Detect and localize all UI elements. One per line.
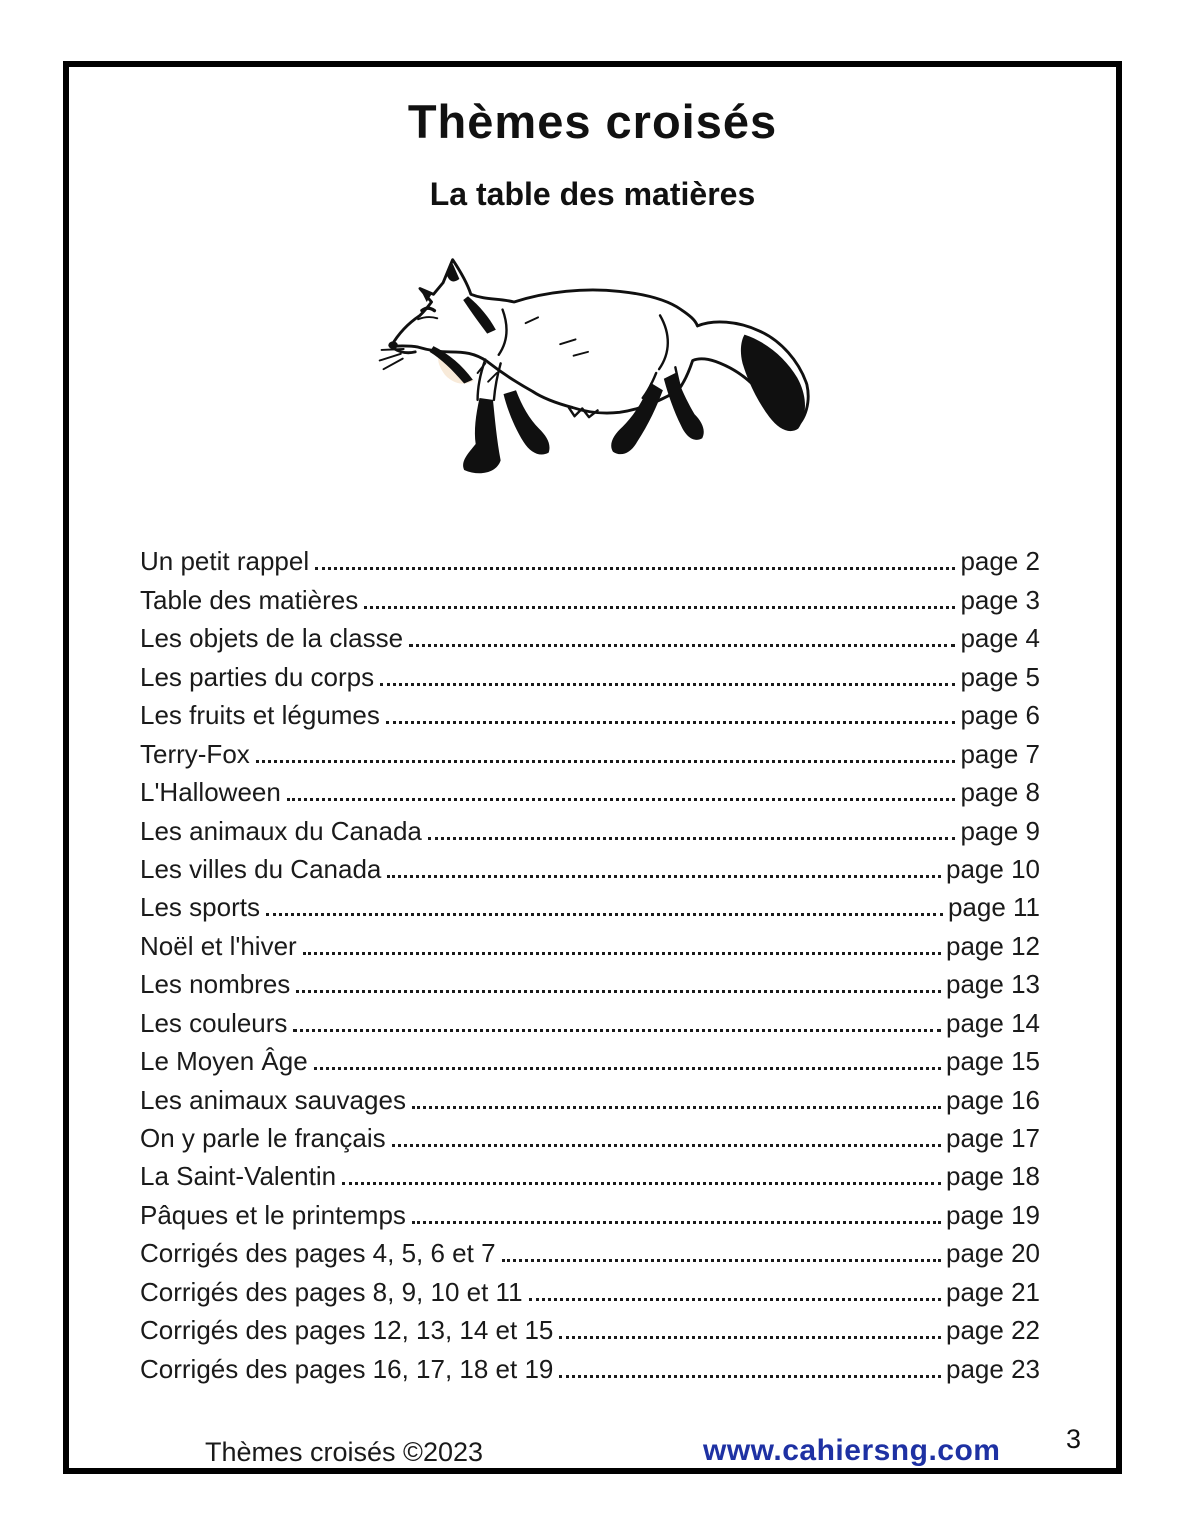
toc-row xyxy=(140,733,1040,771)
toc-row xyxy=(140,925,1040,963)
dotted-leader xyxy=(409,644,955,647)
fox-line-art-svg xyxy=(372,238,852,508)
toc-entry-label: Table des matières xyxy=(140,584,359,615)
toc-entry-page: page 19 xyxy=(946,1199,1040,1230)
dotted-leader xyxy=(559,1375,941,1378)
toc-entry-label: Un petit rappel xyxy=(140,546,310,577)
toc-entry-page: page 16 xyxy=(946,1084,1040,1115)
toc-row xyxy=(140,656,1040,694)
toc-row xyxy=(140,1156,1040,1194)
toc-entry-label: Les objets de la classe xyxy=(140,623,404,654)
dotted-leader xyxy=(412,1106,941,1109)
footer-website-link[interactable]: www.cahiersng.com xyxy=(703,1434,1001,1467)
dotted-leader xyxy=(502,1259,941,1262)
toc-row xyxy=(140,849,1040,887)
toc-entry-page: page 13 xyxy=(946,969,1040,1000)
toc-entry-page: page 12 xyxy=(946,930,1040,961)
toc-row xyxy=(140,618,1040,656)
dotted-leader xyxy=(342,1182,941,1185)
toc-entry-page: page 6 xyxy=(960,700,1040,731)
fox-illustration xyxy=(372,238,852,508)
toc-entry-page: page 18 xyxy=(946,1161,1040,1192)
toc-entry-label: Les nombres xyxy=(140,969,291,1000)
toc-row xyxy=(140,1310,1040,1348)
toc-entry-page: page 11 xyxy=(947,892,1040,923)
toc-row xyxy=(140,1233,1040,1271)
dotted-leader xyxy=(380,683,955,686)
toc-entry-page: page 2 xyxy=(960,546,1040,577)
toc-entry-page: page 7 xyxy=(960,738,1040,769)
toc-entry-page: page 5 xyxy=(960,661,1040,692)
table-of-contents xyxy=(140,541,1040,1387)
toc-entry-label: Les parties du corps xyxy=(140,661,375,692)
toc-row xyxy=(140,772,1040,810)
toc-entry-page: page 15 xyxy=(946,1046,1040,1077)
toc-entry-page: page 8 xyxy=(960,777,1040,808)
toc-row xyxy=(140,695,1040,733)
toc-row xyxy=(140,541,1040,579)
toc-entry-label: Pâques et le printemps xyxy=(140,1199,406,1230)
toc-row xyxy=(140,964,1040,1002)
toc-entry-label: Corrigés des pages 8, 9, 10 et 11 xyxy=(140,1276,523,1307)
toc-row xyxy=(140,1194,1040,1232)
dotted-leader xyxy=(315,567,955,570)
toc-row xyxy=(140,1079,1040,1117)
page-subtitle: La table des matières xyxy=(429,176,756,212)
dotted-leader xyxy=(428,837,956,840)
toc-entry-page: page 20 xyxy=(946,1238,1040,1269)
toc-entry-label: La Saint-Valentin xyxy=(140,1161,337,1192)
dotted-leader xyxy=(314,1067,941,1070)
toc-entry-label: Les animaux sauvages xyxy=(140,1084,406,1115)
toc-entry-label: Les sports xyxy=(140,892,260,923)
toc-entry-label: On y parle le français xyxy=(140,1123,386,1153)
dotted-leader xyxy=(392,1144,941,1147)
toc-row xyxy=(140,810,1040,848)
toc-entry-page: page 21 xyxy=(946,1276,1040,1307)
toc-entry-page: page 22 xyxy=(946,1315,1040,1346)
dotted-leader xyxy=(559,1336,941,1339)
dotted-leader xyxy=(412,1221,941,1224)
dotted-leader xyxy=(364,606,955,609)
toc-row xyxy=(140,1271,1040,1309)
toc-entry-label: Les couleurs xyxy=(140,1007,288,1038)
toc-entry-label: Corrigés des pages 16, 17, 18 et 19 xyxy=(140,1353,554,1384)
toc-entry-label: Corrigés des pages 12, 13, 14 et 15 xyxy=(140,1315,554,1346)
dotted-leader xyxy=(287,798,956,801)
dotted-leader xyxy=(386,721,956,724)
toc-entry-label: Les animaux du Canada xyxy=(140,815,422,846)
toc-row xyxy=(140,887,1040,925)
toc-row xyxy=(140,1348,1040,1386)
dotted-leader xyxy=(293,1029,941,1032)
dotted-leader xyxy=(303,952,941,955)
toc-entry-page: page 4 xyxy=(960,623,1040,654)
toc-entry-page: page 14 xyxy=(946,1007,1040,1038)
toc-entry-label: Noël et l'hiver xyxy=(140,930,297,961)
dotted-leader xyxy=(529,1298,941,1301)
toc-entry-label: Les fruits et légumes xyxy=(140,700,380,731)
toc-row xyxy=(140,1002,1040,1040)
footer-copyright: Thèmes croisés ©2023 xyxy=(205,1437,484,1467)
toc-entry-page: page 17 xyxy=(946,1123,1040,1153)
toc-entry-label: Le Moyen Âge xyxy=(140,1046,308,1077)
toc-row xyxy=(140,1041,1040,1079)
toc-entry-label: Terry-Fox xyxy=(140,738,250,769)
page-title: Thèmes croisés xyxy=(407,95,778,148)
toc-entry-page: page 9 xyxy=(960,815,1040,846)
dotted-leader xyxy=(256,760,956,763)
dotted-leader xyxy=(387,875,941,878)
toc-entry-label: Corrigés des pages 4, 5, 6 et 7 xyxy=(140,1238,496,1269)
toc-entry-page: page 3 xyxy=(960,584,1040,615)
toc-row xyxy=(140,579,1040,617)
page-number: 3 xyxy=(1066,1424,1082,1454)
dotted-leader xyxy=(266,913,943,916)
toc-row xyxy=(140,1118,1040,1156)
dotted-leader xyxy=(296,990,941,993)
toc-entry-page: page 23 xyxy=(946,1353,1040,1384)
toc-entry-label: L'Halloween xyxy=(140,777,281,808)
toc-entry-page: page 10 xyxy=(946,853,1040,884)
toc-entry-label: Les villes du Canada xyxy=(140,853,382,884)
